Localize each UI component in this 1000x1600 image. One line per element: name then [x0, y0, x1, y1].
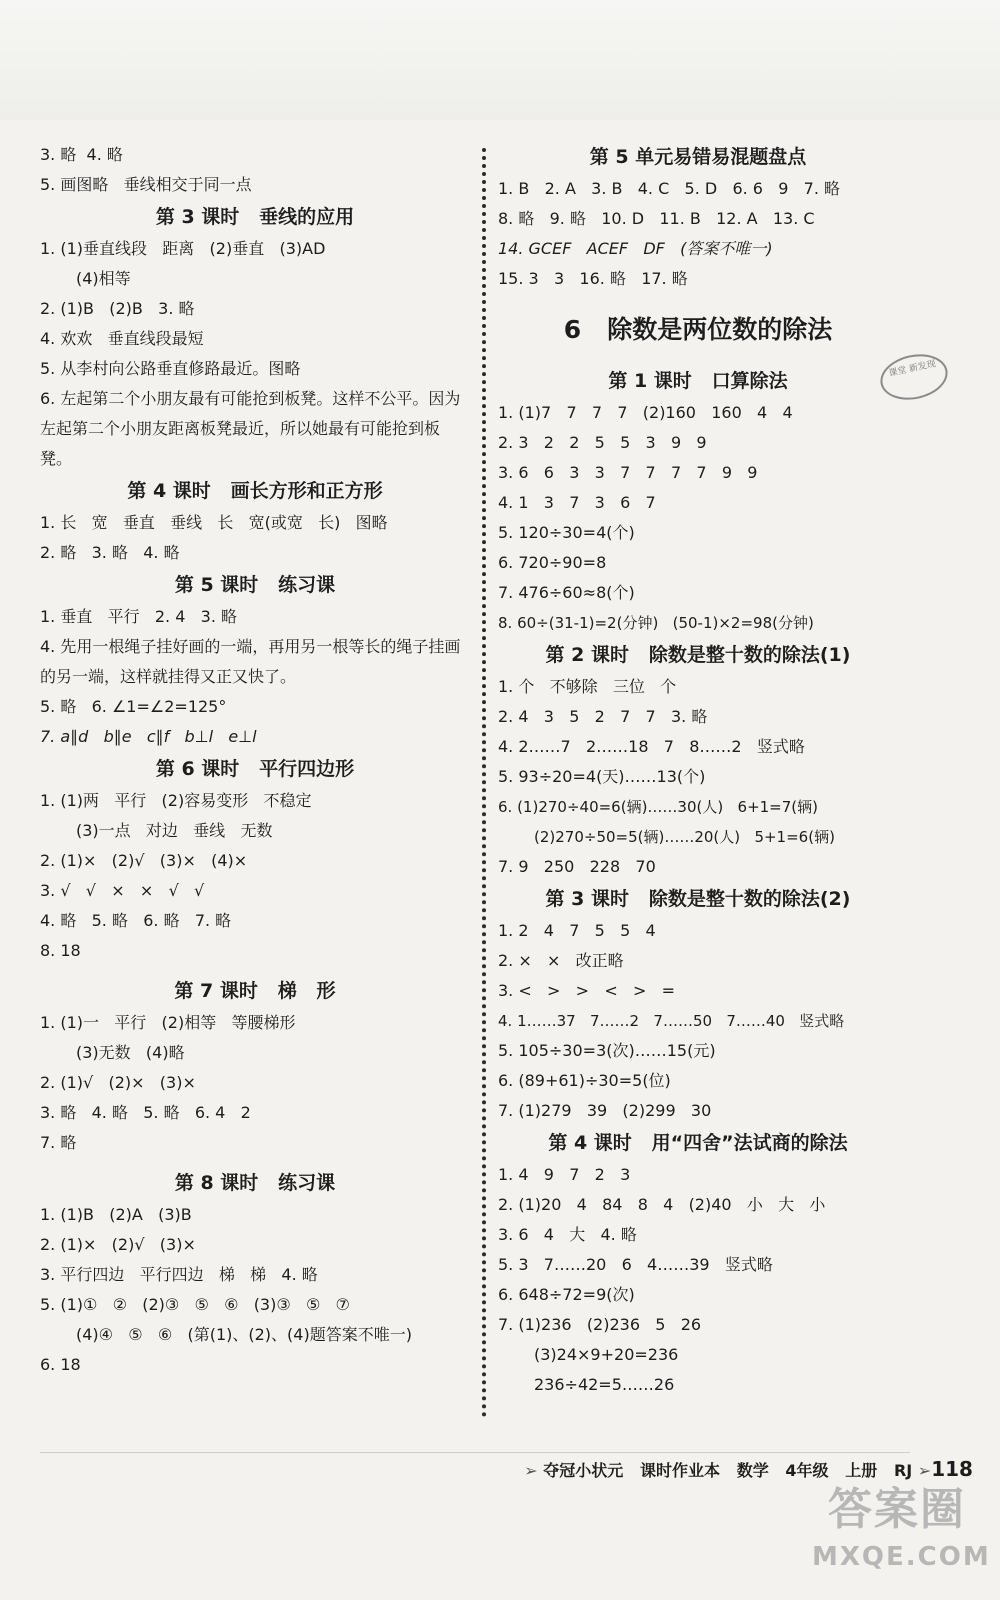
answer-line: 1. B 2. A 3. B 4. C 5. D 6. 6 9 7. 略 [498, 179, 841, 198]
answer-line: 3. 6 6 3 3 7 7 7 7 9 9 [498, 463, 758, 482]
answer-line: 5. 略 6. ∠1=∠2=125° [40, 697, 227, 716]
site-watermark [812, 1480, 991, 1590]
answer-line: 7. a∥d b∥e c∥f b⊥l e⊥l [40, 727, 257, 746]
answer-line: 5. 从李村向公路垂直修路最近。图略 [40, 359, 301, 378]
answer-line: 4. 先用一根绳子挂好画的一端，再用另一根等长的绳子挂画的另一端，这样就挂得又正又快了。 [40, 637, 461, 686]
answer-line: 7. 略 [40, 1133, 77, 1152]
stamp-label: 课堂 新发现 [887, 359, 937, 380]
lesson-heading: 第 6 课时 平行四边形 [155, 758, 355, 780]
answer-line: 7. 476÷60≈8(个) [498, 583, 635, 602]
answer-line: 8. 18 [40, 941, 81, 960]
answer-line: 5. 3 7……20 6 4……39 竖式略 [498, 1255, 773, 1274]
answer-line: 6. 左起第二个小朋友最有可能抢到板凳。这样不公平。因为左起第二个小朋友距离板凳最近，所以她最有可能抢到板凳。 [40, 389, 461, 468]
answer-line: 7. 9 250 228 70 [498, 857, 656, 876]
answer-line: (4)相等 [76, 269, 131, 288]
lesson-heading: 第 4 课时 画长方形和正方形 [127, 480, 383, 502]
answer-line: 4. 1……37 7……2 7……50 7……40 竖式略 [498, 1012, 845, 1030]
answer-line: 2. 略 3. 略 4. 略 [40, 543, 180, 562]
answer-line: 6. 648÷72=9(次) [498, 1285, 635, 1304]
lesson-heading: 第 3 课时 除数是整十数的除法(2) [545, 888, 851, 910]
lesson-heading: 第 3 课时 垂线的应用 [155, 206, 355, 228]
answer-line: 3. 平行四边 平行四边 梯 梯 4. 略 [40, 1265, 318, 1284]
answer-line: 2. × × 改正略 [498, 951, 624, 970]
answer-line: 2. (1)20 4 84 8 4 (2)40 小 大 小 [498, 1195, 826, 1214]
answer-line: 2. 3 2 2 5 5 3 9 9 [498, 433, 707, 452]
answer-line: 6. 18 [40, 1355, 81, 1374]
lesson-heading: 第 4 课时 用“四舍”法试商的除法 [548, 1132, 848, 1154]
answer-line: 4. 1 3 7 3 6 7 [498, 493, 656, 512]
answer-line: 2. (1)√ (2)× (3)× [40, 1073, 196, 1092]
footer-book-title: 夺冠小状元 课时作业本 数学 4年级 上册 RJ [543, 1461, 913, 1480]
answer-line: 3. 6 4 大 4. 略 [498, 1225, 637, 1244]
answer-line: 5. 120÷30=4(个) [498, 523, 635, 542]
answer-line: 3. 略 4. 略 [40, 145, 123, 164]
answer-line: 8. 略 9. 略 10. D 11. B 12. A 13. C [498, 209, 815, 228]
answer-line: 6. (89+61)÷30=5(位) [498, 1071, 671, 1090]
review-heading: 第 5 单元易错易混题盘点 [589, 146, 807, 168]
answer-line: 3. √ √ × × √ √ [40, 881, 205, 900]
answer-line: 1. 垂直 平行 2. 4 3. 略 [40, 607, 238, 626]
answer-line: 2. (1)× (2)√ (3)× (4)× [40, 851, 248, 870]
lesson-heading: 第 7 课时 梯 形 [174, 980, 336, 1002]
answer-line: (4)④ ⑤ ⑥ (第(1)、(2)、(4)题答案不唯一) [76, 1325, 412, 1344]
answer-line: 5. 93÷20=4(天)……13(个) [498, 767, 706, 786]
top-band [0, 0, 1000, 120]
footer-rule [40, 1452, 910, 1453]
answer-line: 5. 105÷30=3(次)……15(元) [498, 1041, 716, 1060]
answer-line: (3)一点 对边 垂线 无数 [76, 821, 273, 840]
answer-line: 1. (1)7 7 7 7 (2)160 160 4 4 [498, 403, 793, 422]
answer-line: 2. (1)B (2)B 3. 略 [40, 299, 195, 318]
answer-line: 4. 欢欢 垂直线段最短 [40, 329, 204, 348]
answer-line: 2. 4 3 5 2 7 7 3. 略 [498, 707, 708, 726]
answer-line: 1. 2 4 7 5 5 4 [498, 921, 656, 940]
answer-line: 1. 个 不够除 三位 个 [498, 677, 677, 696]
column-divider [482, 148, 486, 1418]
answer-line: 3. < > > < > = [498, 981, 676, 1000]
answer-line: 236÷42=5……26 [534, 1375, 675, 1394]
watermark-logo-text: 答案圈 [828, 1484, 966, 1535]
answer-line: 6. (1)270÷40=6(辆)……30(人) 6+1=7(辆) [498, 798, 818, 816]
answer-line: 3. 略 4. 略 5. 略 6. 4 2 [40, 1103, 251, 1122]
answer-line: 1. (1)B (2)A (3)B [40, 1205, 192, 1224]
lesson-heading: 第 8 课时 练习课 [174, 1172, 336, 1194]
answer-line: 15. 3 3 16. 略 17. 略 [498, 269, 688, 288]
answer-line: 1. 长 宽 垂直 垂线 长 宽(或宽 长) 图略 [40, 513, 388, 532]
answer-line: 5. (1)① ② (2)③ ⑤ ⑥ (3)③ ⑤ ⑦ [40, 1295, 350, 1314]
answer-line: 1. 4 9 7 2 3 [498, 1165, 631, 1184]
answer-line: 4. 2……7 2……18 7 8……2 竖式略 [498, 737, 805, 756]
answer-line: (2)270÷50=5(辆)……20(人) 5+1=6(辆) [534, 828, 835, 846]
answer-line: (3)24×9+20=236 [534, 1345, 679, 1364]
watermark-domain: MXQE.COM [812, 1542, 991, 1572]
left-column [40, 140, 470, 1380]
answer-line: 1. (1)垂直线段 距离 (2)垂直 (3)AD [40, 239, 326, 258]
lesson-heading: 第 2 课时 除数是整十数的除法(1) [545, 644, 851, 666]
answer-line: 14. GCEF ACEF DF (答案不唯一) [498, 239, 773, 258]
answer-line: 2. (1)× (2)√ (3)× [40, 1235, 196, 1254]
lesson-heading: 第 1 课时 口算除法 [608, 370, 788, 392]
lesson-heading: 第 5 课时 练习课 [174, 574, 336, 596]
unit-title: 6 除数是两位数的除法 [563, 315, 833, 344]
answer-line: 1. (1)两 平行 (2)容易变形 不稳定 [40, 791, 312, 810]
answer-line: 7. (1)236 (2)236 5 26 [498, 1315, 702, 1334]
chevron-right-icon: ➢ [524, 1461, 544, 1480]
answer-line: 4. 略 5. 略 6. 略 7. 略 [40, 911, 232, 930]
page-number: 118 [931, 1457, 973, 1481]
page-footer [502, 1418, 973, 1481]
answer-line: 1. (1)一 平行 (2)相等 等腰梯形 [40, 1013, 296, 1032]
answer-line: 6. 720÷90=8 [498, 553, 607, 572]
answer-line: 8. 60÷(31-1)=2(分钟) (50-1)×2=98(分钟) [498, 614, 814, 632]
chevron-right-icon: ➢ [912, 1461, 932, 1480]
right-column [498, 140, 898, 1400]
answer-line: 5. 画图略 垂线相交于同一点 [40, 175, 252, 194]
answer-line: 7. (1)279 39 (2)299 30 [498, 1101, 712, 1120]
answer-line: (3)无数 (4)略 [76, 1043, 185, 1062]
